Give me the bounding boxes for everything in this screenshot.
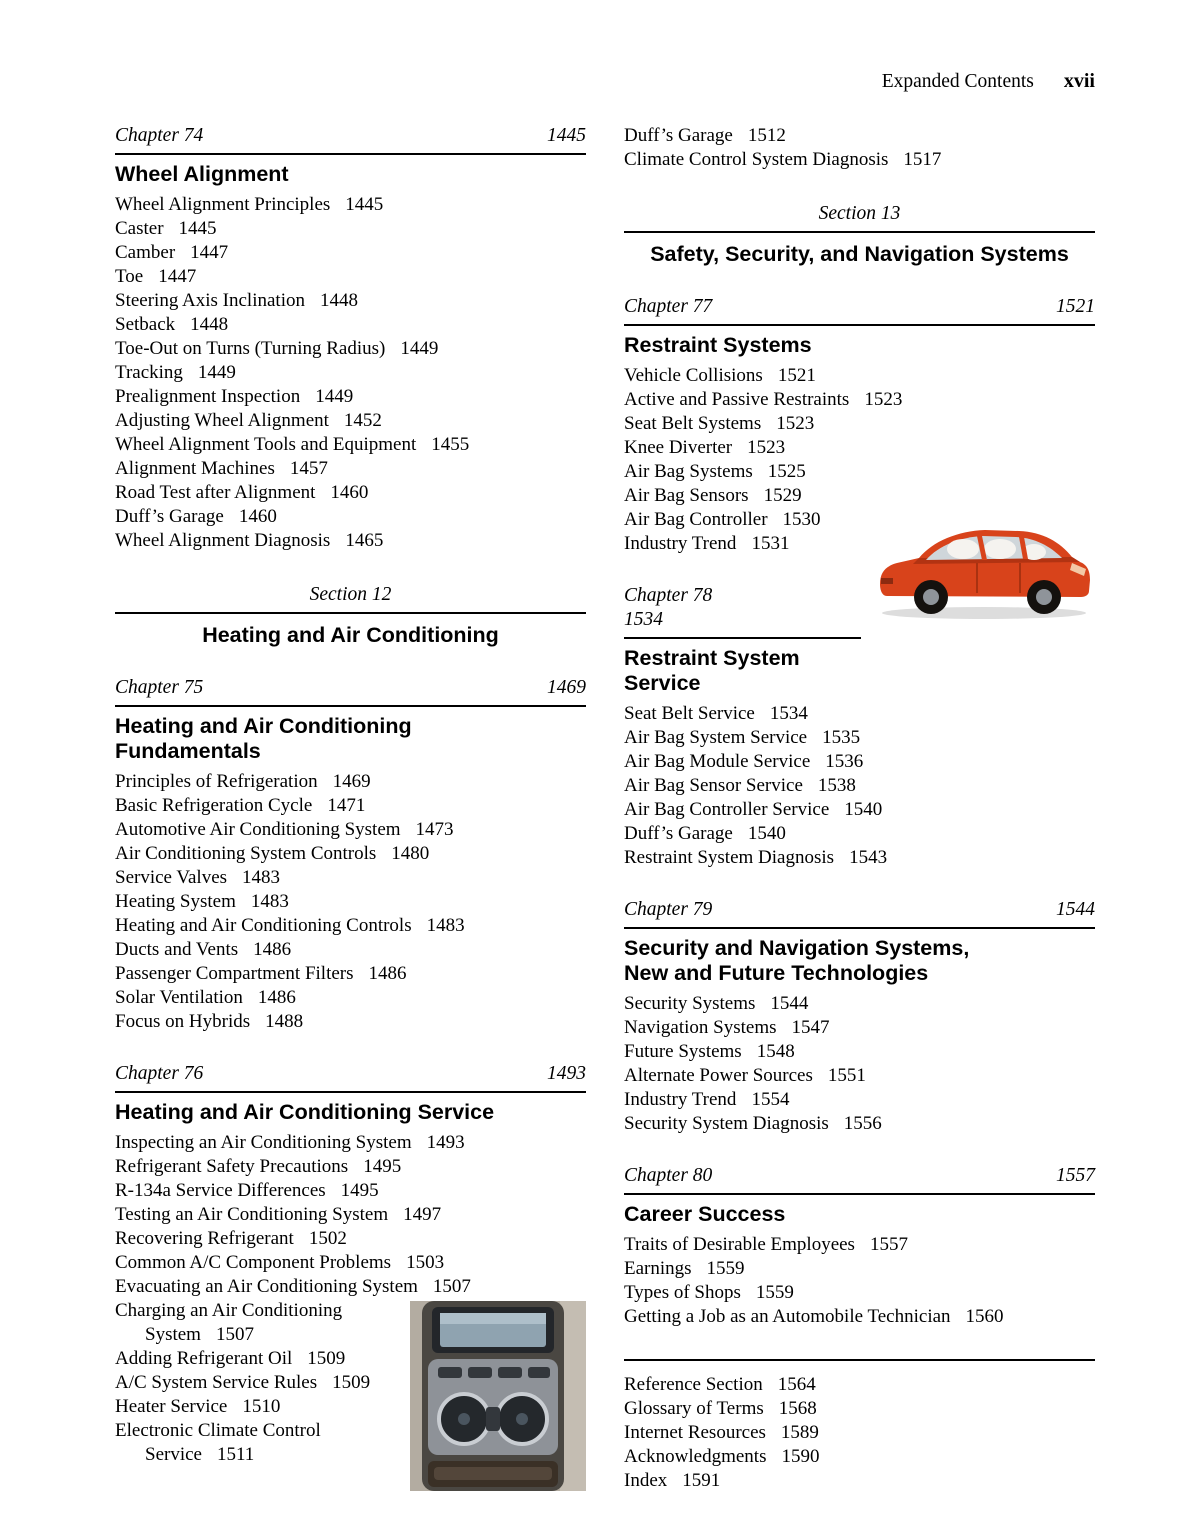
toc-entry [115, 890, 586, 914]
chapter-continuation-entries [624, 124, 1095, 172]
entry-page-number: 1483 [250, 891, 289, 912]
toc-entry [115, 481, 586, 505]
entry-title: Air Bag Sensor Service [624, 775, 803, 796]
entry-title: Alignment Machines [115, 458, 275, 479]
toc-entry [624, 1040, 1095, 1064]
chapter-label: Chapter 74 [115, 125, 204, 146]
entry-page-number: 1512 [747, 125, 786, 146]
chapter-title-line: Heating and Air Conditioning [115, 714, 412, 738]
entry-page-number: 1509 [307, 1348, 346, 1369]
chapter-title-line: Career Success [624, 1202, 786, 1226]
entry-page-number: 1521 [777, 365, 816, 386]
entry-page-number: 1502 [308, 1228, 347, 1249]
chapter-start-page: 1493 [547, 1063, 586, 1084]
toc-entry [115, 457, 586, 481]
chapter-entries [115, 770, 586, 1034]
toc-entry [115, 842, 586, 866]
entry-title: Duff’s Garage [115, 506, 224, 527]
entry-page-number: 1457 [289, 458, 328, 479]
entry-page-number: 1536 [825, 751, 864, 772]
entry-page-number: 1540 [844, 799, 883, 820]
chapter-heading-rule [624, 1164, 1095, 1195]
chapter-entries [115, 193, 586, 553]
toc-entry [624, 364, 1095, 388]
entry-title: Air Bag Systems [624, 461, 753, 482]
toc-entry [624, 798, 1095, 822]
chapter-entries [624, 1233, 1095, 1329]
toc-entry [115, 361, 586, 385]
toc-entry [624, 484, 1095, 508]
entry-title: Prealignment Inspection [115, 386, 301, 407]
entry-title: Climate Control System Diagnosis [624, 149, 889, 170]
entry-title: Earnings [624, 1258, 692, 1279]
entry-page-number: 1509 [332, 1372, 371, 1393]
entry-title: Industry Trend [624, 533, 737, 554]
toc-entry [115, 505, 586, 529]
toc-entry [624, 412, 1095, 436]
entry-page-number: 1540 [747, 823, 786, 844]
entry-page-number: 1544 [770, 993, 809, 1014]
entry-page-number: 1534 [769, 703, 808, 724]
entry-title: Testing an Air Conditioning System [115, 1204, 389, 1225]
chapter-title [624, 333, 1095, 358]
toc-entry [115, 313, 586, 337]
entry-title: Inspecting an Air Conditioning System [115, 1132, 412, 1153]
entry-title: Wheel Alignment Diagnosis [115, 530, 331, 551]
entry-page-number: 1471 [327, 795, 366, 816]
toc-entry [624, 774, 1095, 798]
entry-title: Ducts and Vents [115, 939, 239, 960]
toc-entry [115, 265, 586, 289]
right-column [624, 124, 1095, 1497]
toc-entry [115, 770, 586, 794]
chapter-entries [624, 992, 1095, 1136]
entry-page-number: 1557 [869, 1234, 908, 1255]
section-block [115, 583, 586, 648]
entry-title: Future Systems [624, 1041, 742, 1062]
toc-entry [624, 1281, 1095, 1305]
entry-title: Types of Shops [624, 1282, 741, 1303]
toc-entry [624, 726, 1095, 750]
entry-title: Duff’s Garage [624, 823, 733, 844]
chapter-title [624, 646, 1095, 696]
toc-entry [624, 1064, 1095, 1088]
entry-title: Focus on Hybrids [115, 1011, 251, 1032]
entry-title: Solar Ventilation [115, 987, 243, 1008]
chapter-block [115, 124, 586, 553]
entry-title: Basic Refrigeration Cycle [115, 795, 313, 816]
entry-page-number: 1495 [363, 1156, 402, 1177]
toc-entry [115, 986, 586, 1010]
entry-title: Seat Belt Systems [624, 413, 762, 434]
entry-title: Index [624, 1470, 668, 1491]
entry-title: Active and Passive Restraints [624, 389, 850, 410]
entry-title: Service Valves [115, 867, 228, 888]
toc-entry [115, 962, 586, 986]
entry-title: Acknowledgments [624, 1446, 767, 1467]
entry-page-number: 1525 [767, 461, 806, 482]
toc-entry [115, 1203, 586, 1227]
chapter-start-page: 1544 [1056, 899, 1095, 920]
entry-title: Recovering Refrigerant [115, 1228, 294, 1249]
chapter-label: Chapter 78 [624, 585, 713, 606]
toc-entry [115, 794, 586, 818]
entry-title: Charging an Air Conditioning System [115, 1300, 343, 1345]
toc-entry [115, 1179, 586, 1203]
entry-page-number: 1568 [778, 1398, 817, 1419]
chapter-entries [624, 702, 1095, 870]
entry-page-number: 1445 [178, 218, 217, 239]
entry-page-number: 1523 [776, 413, 815, 434]
toc-entry [115, 241, 586, 265]
entry-page-number: 1460 [330, 482, 369, 503]
toc-entry [624, 1373, 1095, 1397]
entry-page-number: 1530 [782, 509, 821, 530]
chapter-title [115, 162, 586, 187]
entry-title: Reference Section [624, 1374, 763, 1395]
folio-page-number: xvii [1063, 70, 1095, 92]
entry-page-number: 1511 [216, 1444, 255, 1465]
entry-page-number: 1556 [843, 1113, 882, 1134]
entry-page-number: 1449 [400, 338, 439, 359]
entry-title: Adjusting Wheel Alignment [115, 410, 329, 431]
entry-page-number: 1548 [756, 1041, 795, 1062]
entry-title: Knee Diverter [624, 437, 733, 458]
entry-title: Heating System [115, 891, 236, 912]
entry-title: Seat Belt Service [624, 703, 755, 724]
entry-page-number: 1452 [343, 410, 382, 431]
entry-page-number: 1483 [242, 867, 281, 888]
toc-entry [624, 1016, 1095, 1040]
entry-page-number: 1523 [864, 389, 903, 410]
entry-title: Camber [115, 242, 176, 263]
entry-page-number: 1480 [391, 843, 430, 864]
chapter-block [624, 584, 1095, 870]
chapter-block [115, 676, 586, 1034]
toc-entry [624, 1112, 1095, 1136]
entry-page-number: 1535 [822, 727, 861, 748]
toc-entry [115, 1275, 586, 1299]
toc-entry [624, 1305, 1095, 1329]
chapter-title-line: Restraint System [624, 646, 800, 670]
entry-title: Evacuating an Air Conditioning System [115, 1276, 418, 1297]
entry-page-number: 1448 [190, 314, 229, 335]
entry-title: Road Test after Alignment [115, 482, 316, 503]
entry-page-number: 1503 [406, 1252, 445, 1273]
entry-page-number: 1543 [849, 847, 888, 868]
entry-title: Traits of Desirable Employees [624, 1234, 855, 1255]
toc-entry [115, 1227, 586, 1251]
toc-entry [624, 124, 1095, 148]
entry-page-number: 1590 [781, 1446, 820, 1467]
chapter-title [624, 936, 1095, 986]
chapter-heading-rule [115, 676, 586, 707]
entry-title: Duff’s Garage [624, 125, 733, 146]
entry-page-number: 1559 [755, 1282, 794, 1303]
toc-entry [624, 460, 1095, 484]
entry-page-number: 1529 [763, 485, 802, 506]
chapter-label: Chapter 79 [624, 899, 713, 920]
chapter-title-line: New and Future Technologies [624, 961, 929, 985]
toc-entry [624, 750, 1095, 774]
chapter-start-page: 1534 [624, 609, 663, 630]
entry-title: Restraint System Diagnosis [624, 847, 835, 868]
entry-title: Adding Refrigerant Oil [115, 1348, 293, 1369]
entry-title: Industry Trend [624, 1089, 737, 1110]
chapter-title-line: Wheel Alignment [115, 162, 289, 186]
entry-title: Refrigerant Safety Precautions [115, 1156, 349, 1177]
entry-page-number: 1488 [265, 1011, 304, 1032]
toc-entry [115, 1251, 586, 1275]
entry-title: Principles of Refrigeration [115, 771, 318, 792]
chapter-heading-rule [624, 295, 1095, 326]
entry-title: R-134a Service Differences [115, 1180, 326, 1201]
entry-page-number: 1495 [340, 1180, 379, 1201]
toc-entry [624, 1233, 1095, 1257]
entry-title: Air Bag Module Service [624, 751, 811, 772]
entry-page-number: 1469 [332, 771, 371, 792]
chapter-start-page: 1557 [1056, 1165, 1095, 1186]
entry-page-number: 1517 [903, 149, 942, 170]
chapter-entries [115, 1131, 586, 1467]
toc-entry [115, 529, 586, 553]
entry-title: Wheel Alignment Principles [115, 194, 331, 215]
backmatter-block [624, 1359, 1095, 1493]
toc-entry [624, 388, 1095, 412]
chapter-block [624, 898, 1095, 1136]
chapter-title-line: Security and Navigation Systems, [624, 936, 970, 960]
entry-page-number: 1559 [706, 1258, 745, 1279]
entry-page-number: 1538 [817, 775, 856, 796]
entry-title: Passenger Compartment Filters [115, 963, 354, 984]
chapter-title-line: Fundamentals [115, 739, 261, 763]
entry-page-number: 1531 [751, 533, 790, 554]
toc-entry [115, 1131, 586, 1155]
toc-entry [115, 914, 586, 938]
toc-entry [115, 938, 586, 962]
chapter-block [624, 1164, 1095, 1329]
climate-control-photo [410, 1301, 586, 1491]
entry-page-number: 1447 [190, 242, 229, 263]
entry-title: Alternate Power Sources [624, 1065, 813, 1086]
toc-entry [624, 1469, 1095, 1493]
chapter-label: Chapter 77 [624, 296, 713, 317]
entry-page-number: 1510 [242, 1396, 281, 1417]
entry-page-number: 1460 [238, 506, 277, 527]
toc-entry [115, 1010, 586, 1034]
entry-title: Internet Resources [624, 1422, 766, 1443]
section-block [624, 202, 1095, 267]
entry-title: Toe-Out on Turns (Turning Radius) [115, 338, 386, 359]
entry-title: Air Conditioning System Controls [115, 843, 377, 864]
entry-page-number: 1493 [426, 1132, 465, 1153]
chapter-start-page: 1445 [547, 125, 586, 146]
toc-entry [115, 217, 586, 241]
entry-title: Vehicle Collisions [624, 365, 763, 386]
chapter-title-line: Service [624, 671, 701, 695]
chapter-title-line: Heating and Air Conditioning Service [115, 1100, 495, 1124]
toc-entry [624, 1445, 1095, 1469]
entry-page-number: 1564 [777, 1374, 816, 1395]
section-title: Safety, Security, and Navigation Systems [650, 242, 1069, 266]
toc-entry [115, 193, 586, 217]
toc-entry [624, 148, 1095, 172]
entry-page-number: 1554 [751, 1089, 790, 1110]
entry-page-number: 1507 [432, 1276, 471, 1297]
toc-entry [115, 818, 586, 842]
chapter-label: Chapter 75 [115, 677, 204, 698]
entry-page-number: 1483 [426, 915, 465, 936]
chapter-entries [624, 364, 1095, 556]
toc-entry [624, 992, 1095, 1016]
entry-page-number: 1473 [415, 819, 454, 840]
toc-entry [624, 436, 1095, 460]
entry-title: Caster [115, 218, 164, 239]
toc-entry [115, 866, 586, 890]
entry-page-number: 1523 [747, 437, 786, 458]
running-head: Expanded Contents [881, 71, 1034, 92]
toc-entry [624, 846, 1095, 870]
chapter-label: Chapter 80 [624, 1165, 713, 1186]
entry-title: Air Bag Controller Service [624, 799, 830, 820]
toc-entry [115, 385, 586, 409]
entry-title: A/C System Service Rules [115, 1372, 318, 1393]
entry-page-number: 1449 [315, 386, 354, 407]
entry-title: Air Bag Controller [624, 509, 768, 530]
chapter-block [115, 1062, 586, 1467]
toc-entry [115, 337, 586, 361]
entry-title: Air Bag Sensors [624, 485, 749, 506]
toc-entry [624, 822, 1095, 846]
entry-title: Security Systems [624, 993, 756, 1014]
entry-title: Air Bag System Service [624, 727, 808, 748]
toc-entry [624, 1397, 1095, 1421]
toc-entry [624, 1088, 1095, 1112]
entry-page-number: 1507 [215, 1324, 254, 1345]
entry-page-number: 1486 [257, 987, 296, 1008]
toc-entry [624, 1257, 1095, 1281]
entry-title: Steering Axis Inclination [115, 290, 305, 311]
toc-entry [624, 702, 1095, 726]
chapter-heading-rule [115, 1062, 586, 1093]
chapter-title-line: Restraint Systems [624, 333, 812, 357]
entry-title: Electronic Climate Control Service [115, 1420, 321, 1465]
entry-title: Getting a Job as an Automobile Technician [624, 1306, 951, 1327]
entry-title: Common A/C Component Problems [115, 1252, 392, 1273]
chapter-heading-rule [115, 124, 586, 155]
entry-page-number: 1465 [345, 530, 384, 551]
entry-title: Toe [115, 266, 144, 287]
toc-entry [115, 289, 586, 313]
chapter-title [624, 1202, 1095, 1227]
toc-entry [115, 409, 586, 433]
section-title: Heating and Air Conditioning [202, 623, 499, 647]
entry-title: Setback [115, 314, 176, 335]
chapter-heading-rule [624, 898, 1095, 929]
suv-airbag-photo [873, 510, 1095, 623]
entry-page-number: 1591 [682, 1470, 721, 1491]
chapter-heading-rule [624, 584, 861, 639]
entry-page-number: 1589 [780, 1422, 819, 1443]
chapter-title [115, 714, 586, 764]
entry-page-number: 1560 [965, 1306, 1004, 1327]
two-column-layout [115, 124, 1095, 1497]
entry-page-number: 1447 [158, 266, 197, 287]
entry-page-number: 1486 [368, 963, 407, 984]
chapter-title [115, 1100, 586, 1125]
entry-title: Tracking [115, 362, 183, 383]
left-column [115, 124, 586, 1497]
chapter-start-page: 1521 [1056, 296, 1095, 317]
entry-page-number: 1497 [403, 1204, 442, 1225]
entry-page-number: 1455 [431, 434, 470, 455]
entry-title: Wheel Alignment Tools and Equipment [115, 434, 417, 455]
entry-title: Security System Diagnosis [624, 1113, 829, 1134]
entry-page-number: 1449 [197, 362, 236, 383]
entry-title: Glossary of Terms [624, 1398, 764, 1419]
section-label: Section 12 [115, 583, 586, 614]
entry-title: Automotive Air Conditioning System [115, 819, 401, 840]
entry-title: Navigation Systems [624, 1017, 777, 1038]
page-header [882, 70, 1095, 93]
chapter-label: Chapter 76 [115, 1063, 204, 1084]
entry-page-number: 1551 [827, 1065, 866, 1086]
chapter-block [624, 295, 1095, 556]
entry-page-number: 1448 [319, 290, 358, 311]
toc-entry [115, 433, 586, 457]
entry-title: Heating and Air Conditioning Controls [115, 915, 412, 936]
toc-entry [624, 1421, 1095, 1445]
entry-page-number: 1486 [253, 939, 292, 960]
entry-page-number: 1547 [791, 1017, 830, 1038]
chapter-start-page: 1469 [547, 677, 586, 698]
toc-entry [115, 1155, 586, 1179]
entry-title: Heater Service [115, 1396, 228, 1417]
section-label: Section 13 [624, 202, 1095, 233]
entry-page-number: 1445 [345, 194, 384, 215]
